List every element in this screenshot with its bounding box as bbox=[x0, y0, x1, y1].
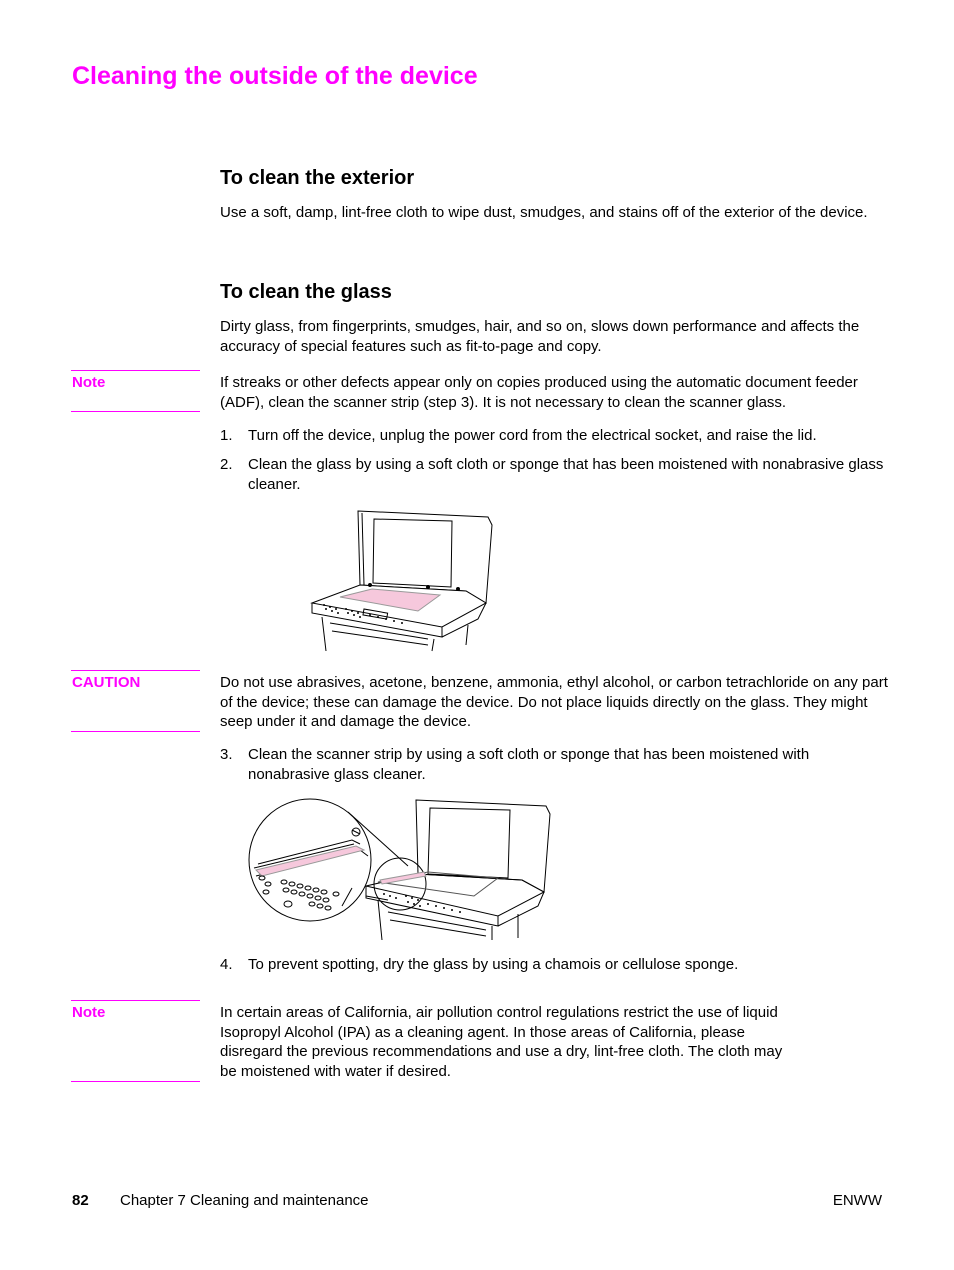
step-number: 3. bbox=[220, 746, 233, 763]
note-top-rule bbox=[71, 370, 200, 371]
note2-top-rule bbox=[71, 1000, 200, 1001]
note-bottom-rule bbox=[71, 411, 200, 412]
scanner-open-lid-illustration bbox=[300, 505, 500, 653]
step-number: 4. bbox=[220, 956, 233, 973]
document-code: ENWW bbox=[832, 1192, 882, 1209]
glass-body: Dirty glass, from fingerprints, smudges, hair, and so on, slows down performance and affects the accuracy of special features such as fit-to-page and copy. bbox=[220, 318, 860, 355]
step-text: Clean the glass by using a soft cloth or sponge that has been moistened with nonabrasive glass cleaner. bbox=[248, 456, 884, 493]
note2-label: Note bbox=[72, 1004, 106, 1021]
note2-bottom-rule bbox=[71, 1081, 200, 1082]
note2-text: In certain areas of California, air pollution control regulations restrict the use of liquid Isopropyl Alcohol (IPA) as a cleaning agent. In those areas of California, please disregard the previous recommendations and use a dry, lint-free cloth. The cloth may be moistened with water if desired. bbox=[220, 1004, 783, 1080]
step-2 bbox=[220, 455, 890, 494]
caution-bottom-rule bbox=[71, 731, 200, 732]
step-number: 1. bbox=[220, 427, 233, 444]
exterior-body: Use a soft, damp, lint-free cloth to wipe dust, smudges, and stains off of the exterior of the device. bbox=[220, 204, 868, 221]
exterior-heading: To clean the exterior bbox=[220, 167, 415, 189]
note-label: Note bbox=[72, 374, 106, 391]
step-4 bbox=[220, 955, 890, 975]
scanner-strip-illustration bbox=[248, 796, 554, 942]
step-text: Turn off the device, unplug the power cord from the electrical socket, and raise the lid. bbox=[248, 427, 817, 444]
page-title: Cleaning the outside of the device bbox=[72, 62, 478, 90]
step-1 bbox=[220, 426, 890, 446]
step-text: Clean the scanner strip by using a soft cloth or sponge that has been moistened with nonabrasive glass cleaner. bbox=[248, 746, 810, 783]
step-3 bbox=[220, 745, 890, 784]
chapter-title: Chapter 7 Cleaning and maintenance bbox=[120, 1192, 369, 1209]
caution-label: CAUTION bbox=[72, 674, 141, 691]
caution-top-rule bbox=[71, 670, 200, 671]
step-text: To prevent spotting, dry the glass by using a chamois or cellulose sponge. bbox=[248, 956, 739, 973]
step-number: 2. bbox=[220, 456, 233, 473]
caution-text: Do not use abrasives, acetone, benzene, ammonia, ethyl alcohol, or carbon tetrachloride on any part of the device; these can damage the device. Do not place liquids directly on the glass. They might seep under it and damage the device. bbox=[220, 674, 888, 730]
glass-heading: To clean the glass bbox=[220, 281, 392, 303]
note-text: If streaks or other defects appear only on copies produced using the automatic document feeder (ADF), clean the scanner strip (step 3). It is not necessary to clean the scanner glass. bbox=[220, 374, 858, 411]
page-number: 82 bbox=[72, 1192, 89, 1209]
